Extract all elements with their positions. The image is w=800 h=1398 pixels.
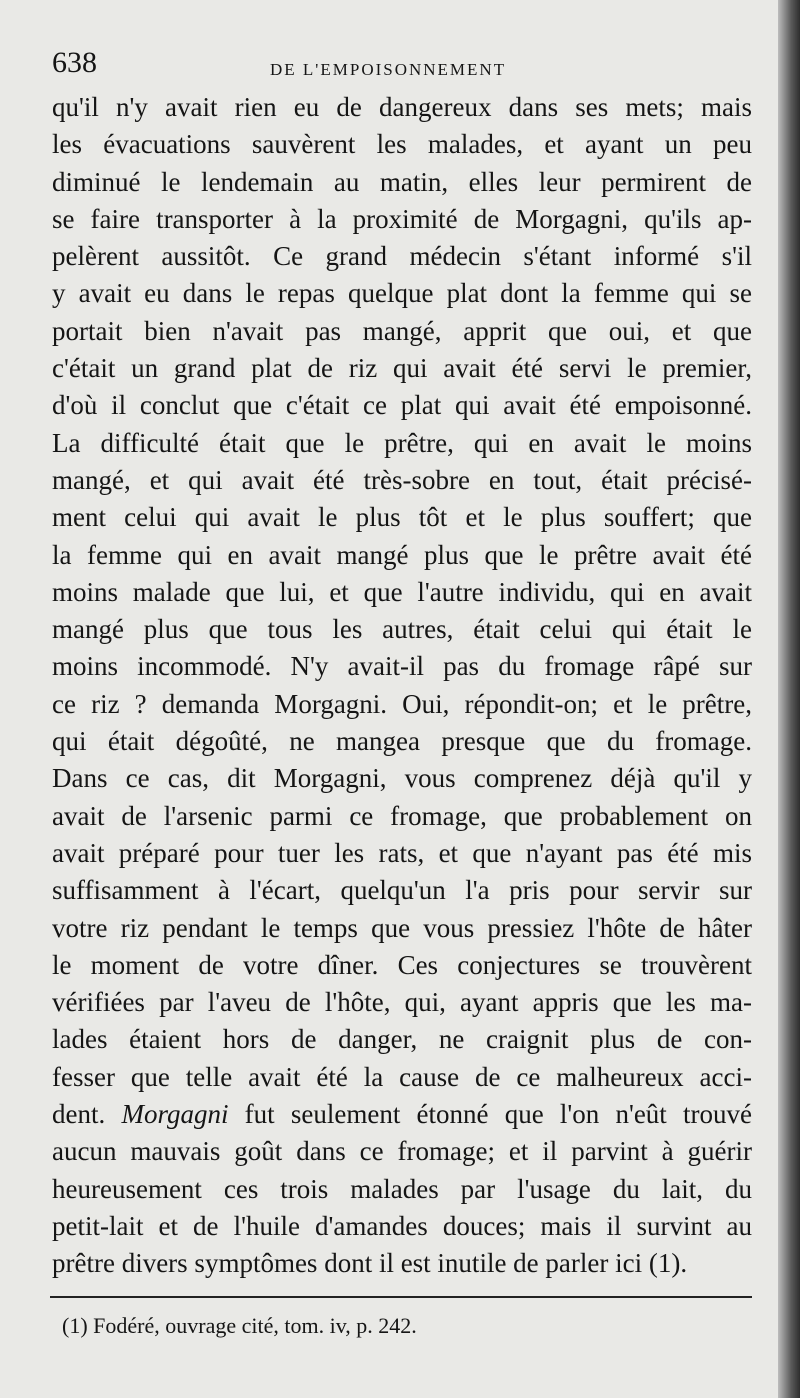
footnote-rule (50, 1296, 752, 1298)
text-line: pelèrent aussitôt. Ce grand médecin s'étant informé s'il (52, 241, 752, 272)
text-line: petit-lait et de l'huile d'amandes douces; mais il survint au (52, 1210, 752, 1241)
text-line: heureusement ces trois malades par l'usage du lait, du (52, 1173, 752, 1204)
text-line: c'était un grand plat de riz qui avait été servi le premier, (52, 353, 752, 384)
page-header (52, 40, 752, 90)
text-line: moins malade que lui, et que l'autre individu, qui en avait (52, 576, 752, 607)
line-start: dent. (52, 1099, 122, 1130)
text-line: ment celui qui avait le plus tôt et le plus souffert; que (52, 502, 752, 533)
text-line: la femme qui en avait mangé plus que le prêtre avait été (52, 539, 752, 570)
body-text (52, 89, 752, 1283)
text-line: Dans ce cas, dit Morgagni, vous comprenez déjà qu'il y (52, 763, 752, 794)
text-line: d'où il conclut que c'était ce plat qui avait été empoisonné. (52, 390, 752, 421)
text-line: prêtre divers symptômes dont il est inutile de parler ici (1). (52, 1248, 688, 1279)
running-head: DE L'EMPOISONNEMENT (270, 60, 507, 79)
line-end: fut seulement étonné que l'on n'eût trouvé (228, 1099, 752, 1130)
text-line: mangé plus que tous les autres, était celui qui était le (52, 614, 752, 645)
text-line: qu'il n'y avait rien eu de dangereux dans ses mets; mais (52, 92, 752, 122)
page-number: 638 (52, 46, 97, 79)
text-line: votre riz pendant le temps que vous pressiez l'hôte de hâter (52, 912, 752, 943)
text-line: La difficulté était que le prêtre, qui en avait le moins (52, 427, 752, 458)
text-line: les évacuations sauvèrent les malades, et ayant un peu (52, 129, 752, 160)
text-line: lades étaient hors de danger, ne craignit plus de con- (52, 1024, 752, 1055)
text-line: vérifiées par l'aveu de l'hôte, qui, ayant appris que les ma- (52, 987, 752, 1018)
text-line: portait bien n'avait pas mangé, apprit que oui, et que (52, 315, 752, 346)
text-line: mangé, et qui avait été très-sobre en tout, était précisé- (52, 464, 752, 495)
page-edge-shadow (778, 0, 800, 1398)
text-line: y avait eu dans le repas quelque plat dont la femme qui se (52, 278, 752, 309)
footnote: (1) Fodéré, ouvrage cité, tom. iv, p. 242. (62, 1313, 417, 1338)
text-line: aucun mauvais goût dans ce fromage; et il parvint à guérir (52, 1136, 752, 1167)
text-line: qui était dégoûté, ne mangea presque que du fromage. (52, 726, 752, 757)
text-line: avait de l'arsenic parmi ce fromage, que probablement on (52, 800, 752, 831)
text-line: suffisamment à l'écart, quelqu'un l'a pris pour servir sur (52, 875, 752, 906)
text-line: avait préparé pour tuer les rats, et que n'ayant pas été mis (52, 837, 752, 868)
italic-name: Morgagni (121, 1099, 229, 1130)
text-line: le moment de votre dîner. Ces conjectures se trouvèrent (52, 949, 752, 980)
text-line: fesser que telle avait été la cause de ce malheureux acci- (52, 1061, 752, 1092)
text-line: ce riz ? demanda Morgagni. Oui, répondit-on; et le prêtre, (52, 688, 752, 719)
text-line: moins incommodé. N'y avait-il pas du fromage râpé sur (52, 651, 752, 682)
text-line: diminué le lendemain au matin, elles leur permirent de (52, 166, 752, 197)
text-line: se faire transporter à la proximité de Morgagni, qu'ils ap- (52, 203, 752, 234)
text-line-italic-morgagni (52, 1096, 752, 1133)
